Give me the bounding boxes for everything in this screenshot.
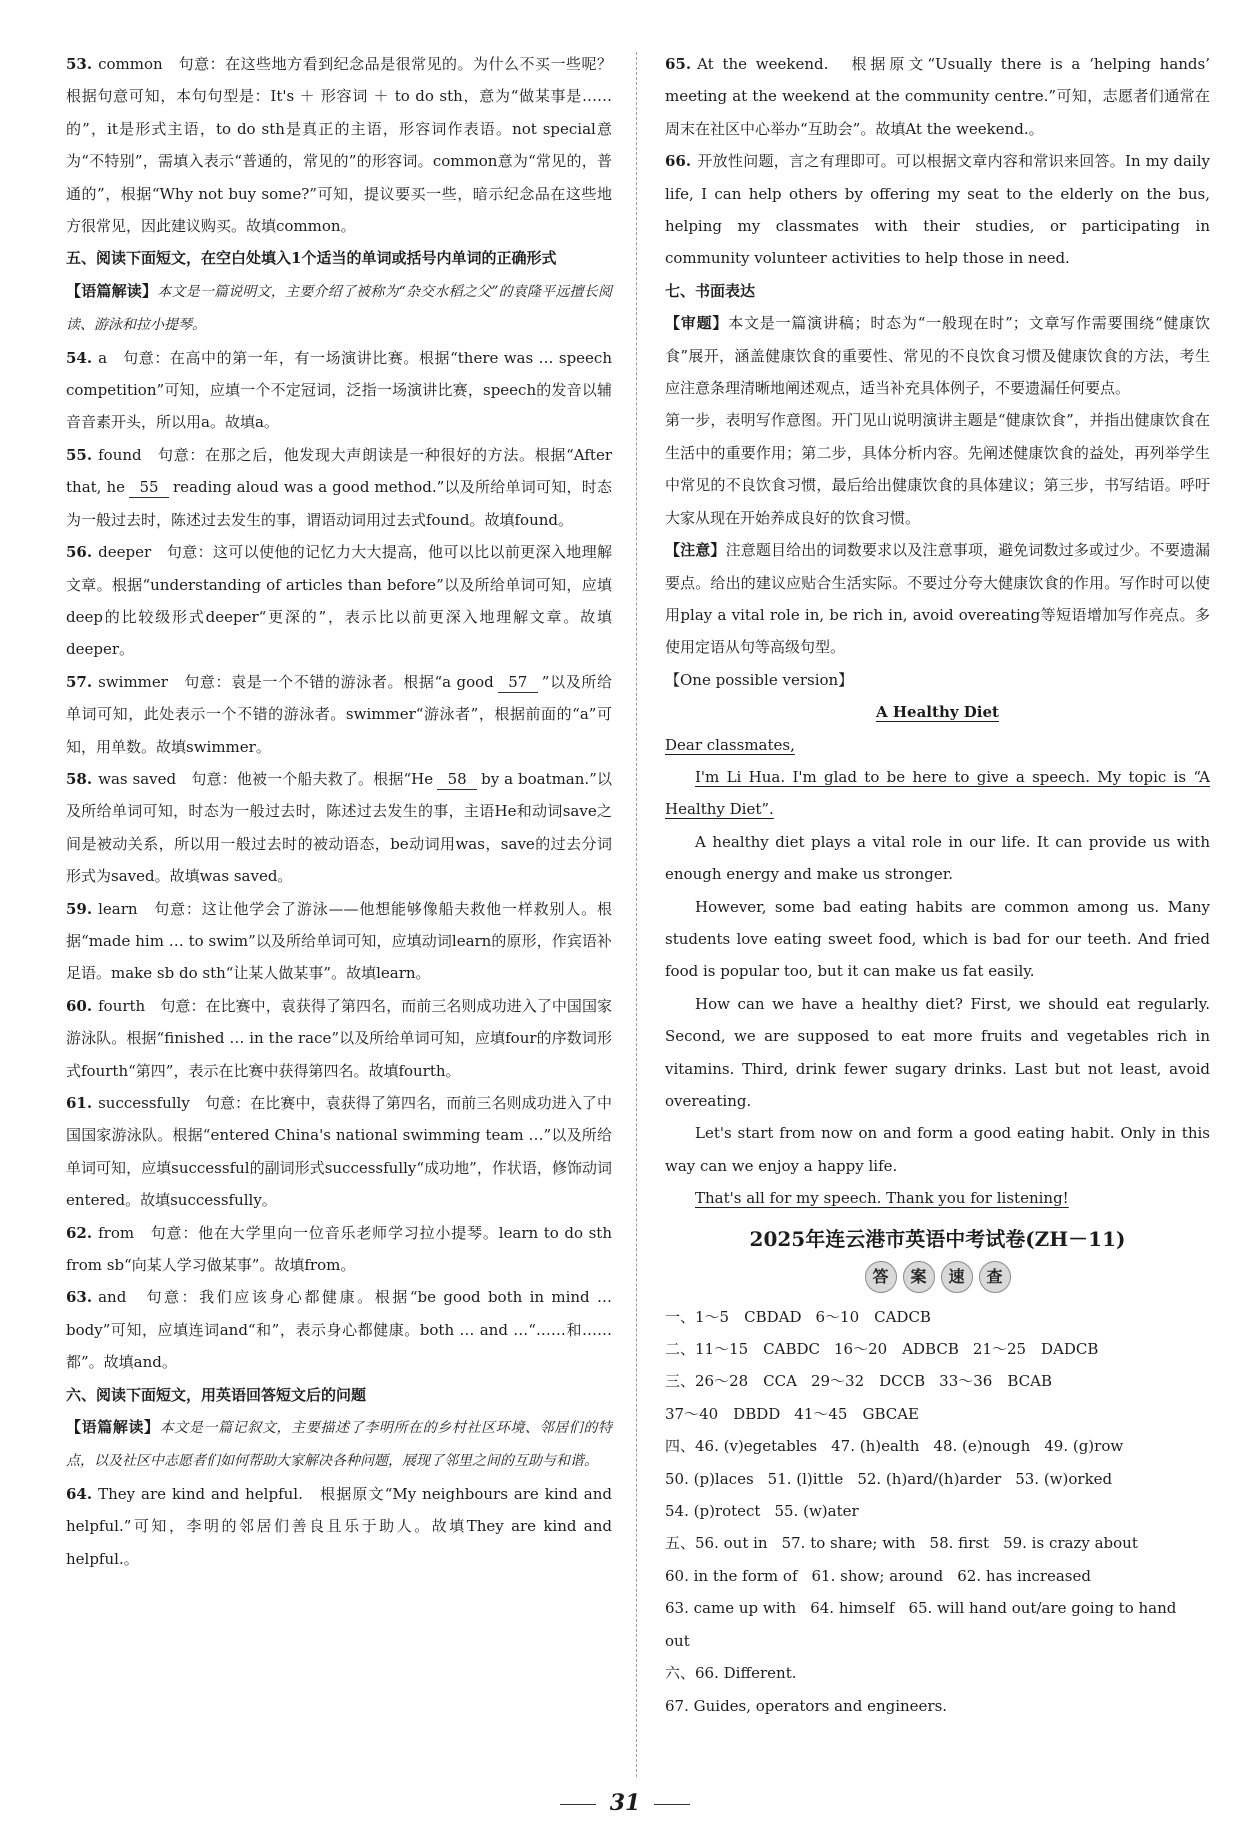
essay-greeting: Dear classmates, (665, 735, 795, 754)
answer-row: 二、11～15 CABDC 16～20 ADBCB 21～25 DADCB (665, 1340, 1099, 1359)
answer-row: 54. (p)rotect 55. (w)ater (665, 1502, 859, 1521)
badge-char: 案 (903, 1261, 935, 1293)
answer-65: 65. At the weekend. 根据原文“Usually there is a ‘helping hands’ meeting at the weekend at the community centre.”可知，志愿者们通常在周末在社区中心举办“互助会”。故填At the weekend.。 (665, 55, 1210, 138)
version-label: 【One possible version】 (665, 670, 854, 689)
answer-row: 60. in the form of 61. show; around 62. has increased (665, 1566, 1091, 1585)
essay-paragraph: However, some bad eating habits are common among us. Many students love eating sweet food, which is bad for our teeth. And fried food is popular too, but it can make us fat easily. (665, 897, 1210, 981)
answer-62: 62. from 句意：他在大学里向一位音乐老师学习拉小提琴。learn to do sth from sb“向某人学习做某事”。故填from。 (66, 1223, 612, 1275)
answer-row: 四、46. (v)egetables 47. (h)ealth 48. (e)nough 49. (g)row (665, 1437, 1124, 1456)
right-column (665, 48, 1210, 1722)
exam-title: 2025年连云港市英语中考试卷(ZH－11) (749, 1226, 1126, 1251)
answer-59: 59. learn 句意：这让他学会了游泳——他想能够像船夫救他一样救别人。根据“made him … to swim”以及所给单词可知，应填动词learn的原形，作宾语补足语。make sb do sth“让某人做某事”。故填learn。 (66, 899, 612, 983)
answer-row: 三、26～28 CCA 29～32 DCCB 33～36 BCAB (665, 1372, 1052, 1391)
answer-60: 60. fourth 句意：在比赛中，袁获得了第四名，而前三名则成功进入了中国国家游泳队。根据“finished … in the race”以及所给单词可知，应填four的序数词形式fourth“第四”，表示在比赛中获得第四名。故填fourth。 (66, 996, 612, 1080)
review-note: 【审题】本文是一篇演讲稿；时态为“一般现在时”；文章写作需要围绕“健康饮食”展开，涵盖健康饮食的重要性、常见的不良饮食习惯及健康饮食的方法，考生应注意条理清晰地阐述观点，适当补充具体例子，不要遗漏任何要点。 (665, 314, 1210, 398)
answer-row: 六、66. Different. (665, 1664, 797, 1683)
section-6-reading: 【语篇解读】本文是一篇记叙文，主要描述了李明所在的乡村社区环境、邻居们的特点，以及社区中志愿者们如何帮助大家解决各种问题，展现了邻里之间的互助与和谐。 (66, 1418, 612, 1470)
answer-57: 57. swimmer 句意：袁是一个不错的游泳者。根据“a good 57 ”以及所给单词可知，此处表示一个不错的游泳者。swimmer“游泳者”，根据前面的“a”可知，用单数。故填swimmer。 (66, 672, 612, 756)
writing-steps: 第一步，表明写作意图。开门见山说明演讲主题是“健康饮食”，并指出健康饮食在生活中的重要作用；第二步，具体分析内容。先阐述健康饮食的益处，再列举学生中常见的不良饮食习惯，最后给出健康饮食的具体建议；第三步，书写结语。呼吁大家从现在开始养成良好的饮食习惯。 (665, 411, 1210, 527)
essay-title: A Healthy Diet (876, 703, 999, 722)
answer-row: 37～40 DBDD 41～45 GBCAE (665, 1404, 919, 1423)
answer-66: 66. 开放性问题，言之有理即可。可以根据文章内容和常识来回答。In my daily life, I can help others by offering my seat to the elderly on the bus, helping my classmates with their studies, or participating in community volunteer activities to help those in need. (665, 152, 1210, 268)
answer-row: 63. came up with 64. himself 65. will hand out/are going to hand out (665, 1599, 1177, 1650)
answer-64: 64. They are kind and helpful. 根据原文“My neighbours are kind and helpful.”可知，李明的邻居们善良且乐于助人。故填They are kind and helpful.。 (66, 1484, 612, 1568)
blank-57: 57 (498, 672, 538, 693)
section-6-title: 六、阅读下面短文，用英语回答短文后的问题 (66, 1385, 367, 1404)
section-5-reading: 【语篇解读】本文是一篇说明文，主要介绍了被称为“杂交水稻之父”的袁隆平远擅长阅读、游泳和拉小提琴。 (66, 281, 612, 334)
badge-char: 查 (979, 1261, 1011, 1293)
answer-quick-check-badge (665, 1261, 1210, 1297)
blank-55: 55 (129, 477, 169, 498)
answer-row: 67. Guides, operators and engineers. (665, 1696, 948, 1715)
page-number: 31 (0, 1790, 1250, 1816)
answer-row: 50. (p)laces 51. (l)ittle 52. (h)ard/(h)arder 53. (w)orked (665, 1469, 1113, 1488)
answer-55: 55. found 句意：在那之后，他发现大声朗读是一种很好的方法。根据“After that, he 55 reading aloud was a good method.”以及所给单词可知，时态为一般过去时，陈述过去发生的事，谓语动词用过去式found。故填found。 (66, 445, 612, 529)
section-7-title: 七、书面表达 (665, 281, 756, 300)
essay-paragraph: Let's start from now on and form a good eating habit. Only in this way can we enjoy a happy life. (665, 1124, 1210, 1175)
section-5-title: 五、阅读下面短文，在空白处填入1个适当的单词或括号内单词的正确形式 (66, 249, 557, 268)
answer-54: 54. a 句意：在高中的第一年，有一场演讲比赛。根据“there was … speech competition”可知，应填一个不定冠词，泛指一场演讲比赛，speech的发音以辅音音素开头，所以用a。故填a。 (66, 348, 612, 432)
essay-closing: That's all for my speech. Thank you for listening! (695, 1189, 1069, 1208)
attention-note: 【注意】注意题目给出的词数要求以及注意事项，避免词数过多或过少。不要遗漏要点。给出的建议应贴合生活实际。不要过分夸大健康饮食的作用。写作时可以使用play a vital role in, be rich in, avoid overeating等短语增加写作亮点。多使用定语从句等高级句型。 (665, 541, 1210, 657)
badge-char: 答 (865, 1261, 897, 1293)
answer-61: 61. successfully 句意：在比赛中，袁获得了第四名，而前三名则成功进入了中国国家游泳队。根据“entered China's national swimming team …”以及所给单词可知，应填successful的副词形式successfully“成功地”，作状语，修饰动词entered。故填successfully。 (66, 1094, 612, 1210)
left-column (66, 48, 612, 1575)
blank-58: 58 (437, 769, 477, 790)
answer-56: 56. deeper 句意：这可以使他的记忆力大大提高，他可以比以前更深入地理解文章。根据“understanding of articles than before”以及所给单词可知，应填deep的比较级形式deeper“更深的”，表示比以前更深入地理解文章。故填deeper。 (66, 543, 612, 659)
answer-key-list (665, 1301, 1210, 1722)
essay-paragraph: A healthy diet plays a vital role in our life. It can provide us with enough energy and make us stronger. (665, 832, 1210, 884)
column-divider (636, 52, 637, 1777)
answer-row: 一、1～5 CBDAD 6～10 CADCB (665, 1307, 931, 1326)
essay-paragraph: How can we have a healthy diet? First, we should eat regularly. Second, we are supposed to eat more fruits and vegetables rich in vitamins. Third, drink fewer sugary drinks. Last but not least, avoid overeating. (665, 994, 1210, 1110)
answer-row: 五、56. out in 57. to share; with 58. first 59. is crazy about (665, 1534, 1138, 1553)
answer-53: 53. common 句意：在这些地方看到纪念品是很常见的。为什么不买一些呢？根据句意可知，本句句型是：It's ＋ 形容词 ＋ to do sth，意为“做某事是……的”，it是形式主语，to do sth是真正的主语，形容词作表语。not special意为“不特别”，需填入表示“普通的，常见的”的形容词。common意为“常见的，普通的”，根据“Why not buy some?”可知，提议要买一些，暗示纪念品在这些地方很常见，因此建议购买。故填common。 (66, 55, 612, 236)
badge-char: 速 (941, 1261, 973, 1293)
answer-63: 63. and 句意：我们应该身心都健康。根据“be good both in mind … body”可知，应填连词and“和”，表示身心都健康。both … and …“……和……都”。故填and。 (66, 1288, 612, 1372)
essay-intro: I'm Li Hua. I'm glad to be here to give a speech. My topic is “A Healthy Diet”. (665, 767, 1210, 819)
answer-58: 58. was saved 句意：他被一个船夫救了。根据“He 58 by a boatman.”以及所给单词可知，时态为一般过去时，陈述过去发生的事，主语He和动词save之间是被动关系，所以用一般过去时的被动语态，be动词用was，save的过去分词形式为saved。故填was saved。 (66, 769, 612, 886)
